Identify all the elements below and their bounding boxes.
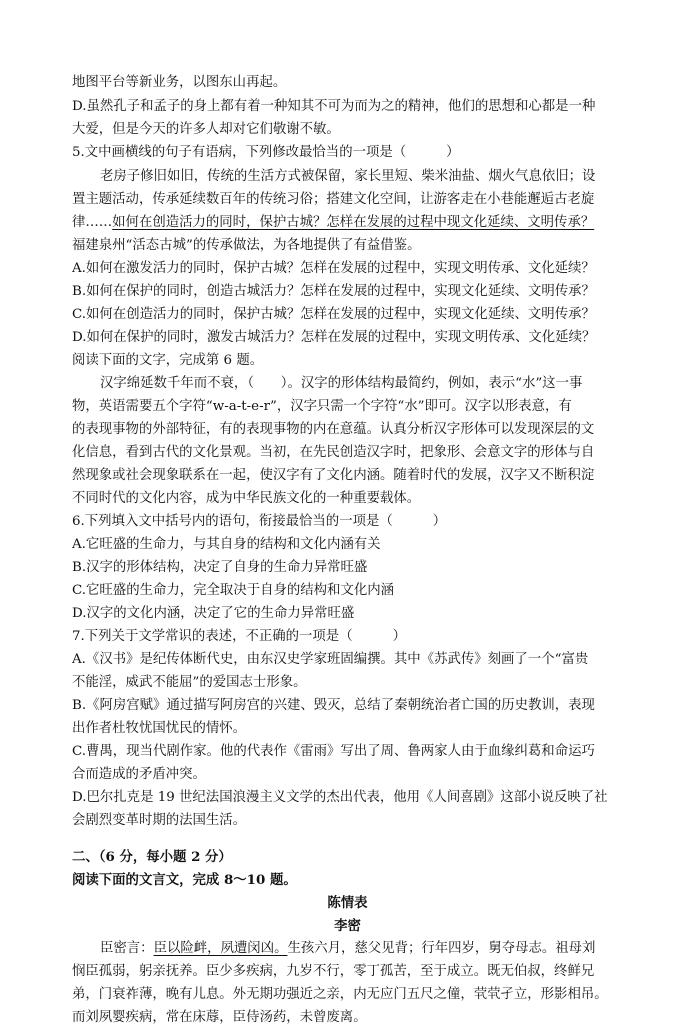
classical-text-line: 悯臣孤弱，躬亲抚养。臣少多疾病，九岁不行，零丁孤苦，至于成立。既无伯叔，终鲜兄 — [72, 964, 595, 979]
option-d-q7-cont: 会剧烈变革时期的法国生活。 — [72, 813, 247, 828]
passage-line: 老房子修旧如旧，传统的生活方式被保留，家长里短、柴米油盐、烟火气息依旧；设 — [100, 169, 596, 184]
essay-author: 李密 — [334, 918, 361, 934]
question-6-stem: 6.下列填入文中括号内的语句，衔接最恰当的一项是（ ） — [72, 514, 447, 529]
passage-line: 物，英语需要五个字符“w-a-t-e-r”，汉字只需一个字符“水”即可。汉字以形表意，有 — [72, 399, 572, 414]
passage-line: 置主题活动，传承延续数百年的传统习俗；搭建文化空间，让游客走在小巷能邂逅古老旋 — [72, 192, 595, 207]
essay-title: 陈情表 — [327, 895, 368, 911]
underlined-sentence: 臣以险衅，夙遭闵凶。 — [153, 941, 288, 956]
classical-text-line: 弟，门衰祚薄，晚有儿息。外无期功强近之亲，内无应门五尺之僮，茕茕孑立，形影相吊。 — [72, 987, 608, 1002]
question-5-stem: 5.文中画横线的句子有语病，下列修改最恰当的一项是（ ） — [72, 145, 460, 160]
question-7-stem: 7.下列关于文学常识的表述，不正确的一项是（ ） — [72, 629, 406, 644]
passage-line: 福建泉州“活态古城”的传承做法，为各地提供了有益借鉴。 — [72, 238, 421, 253]
passage-line: 然现象或社会现象联系在一起，使汉字有了文化内涵。随着时代的发展，汉字又不断积淀 — [72, 468, 595, 483]
option-b-q6: B.汉字的形体结构，决定了自身的生命力异常旺盛 — [72, 560, 368, 575]
option-d-q7: D.巴尔扎克是 19 世纪法国浪漫主义文学的杰出代表，他用《人间喜剧》这部小说反映了社 — [72, 790, 608, 805]
classical-text-line: 而刘夙婴疾病，常在床蓐，臣侍汤药，未曾废离。 — [72, 1010, 367, 1025]
passage-line: 汉字绵延数千年而不衰，（ ）。汉字的形体结构最简约，例如，表示“水”这一事 — [100, 376, 583, 391]
option-d-q4-line2: 大爱，但是今天的许多人却对它们敬谢不敏。 — [72, 122, 340, 137]
option-a-q6: A.它旺盛的生命力，与其自身的结构和文化内涵有关 — [72, 537, 381, 552]
option-a-q7-cont: 不能淫，威武不能屈”的爱国志士形象。 — [72, 675, 307, 690]
option-b-q5: B.如何在保护的同时，创造古城活力？怎样在发展的过程中，实现文化延续、文明传承？ — [72, 284, 595, 299]
classical-text-line: 臣密言：臣以险衅，夙遭闵凶。生孩六月，慈父见背；行年四岁，舅夺母志。祖母刘 — [100, 941, 596, 956]
option-a-q7: A.《汉书》是纪传体断代史，由东汉史学家班固编撰。其中《苏武传》刻画了一个“富贵 — [72, 652, 589, 667]
option-c-q7: C.曹禺，现当代剧作家。他的代表作《雷雨》写出了周、鲁两家人由于血缘纠葛和命运巧 — [72, 744, 595, 759]
option-d-q6: D.汉字的文化内涵，决定了它的生命力异常旺盛 — [72, 606, 355, 621]
option-c-q7-cont: 合而造成的矛盾冲突。 — [72, 767, 206, 782]
text-line: 地图平台等新业务，以图东山再起。 — [72, 75, 287, 90]
option-c-q6: C.它旺盛的生命力，完全取决于自身的结构和文化内涵 — [72, 583, 395, 598]
passage-line: 不同时代的文化内容，成为中华民族文化的一种重要载体。 — [72, 491, 421, 506]
option-b-q7: B.《阿房宫赋》通过描写阿房宫的兴建、毁灭，总结了秦朝统治者亡国的历史教训，表现 — [72, 698, 595, 713]
passage-line: 律……如何在创造活力的同时，保护古城？怎样在发展的过程中现文化延续、文明传承？ — [72, 215, 595, 230]
option-d-q5: D.如何在保护的同时，激发古城活力？怎样在发展的过程中，实现文明传承、文化延续？ — [72, 330, 596, 345]
reading-instruction: 阅读下面的文字，完成第 6 题。 — [72, 353, 264, 368]
passage-line: 化信息，看到古代的文化景观。当初，在先民创造汉字时，把象形、会意文字的形体与自 — [72, 445, 595, 460]
section-heading: 二、（6 分，每小题 2 分） — [72, 849, 232, 865]
option-c-q5: C.如何在创造活力的同时，保护古城？怎样在发展的过程中，实现文化延续、文明传承？ — [72, 307, 595, 322]
option-b-q7-cont: 出作者杜牧忧国忧民的情怀。 — [72, 721, 247, 736]
passage-line: 的表现事物的外部特征，有的表现事物的内在意蕴。认真分析汉字形体可以发现深层的文 — [72, 422, 595, 437]
option-d-q4-line1: D.虽然孔子和孟子的身上都有着一种知其不可为而为之的精神，他们的思想和心都是一种 — [72, 99, 596, 114]
section-instruction: 阅读下面的文言文，完成 8～10 题。 — [72, 872, 297, 888]
option-a-q5: A.如何在激发活力的同时，保护古城？怎样在发展的过程中，实现文明传承、文化延续？ — [72, 261, 595, 276]
underlined-sentence: 如何在创造活力的同时，保护古城？怎样在发展的过程中现文化延续、文明传承？ — [112, 215, 595, 230]
